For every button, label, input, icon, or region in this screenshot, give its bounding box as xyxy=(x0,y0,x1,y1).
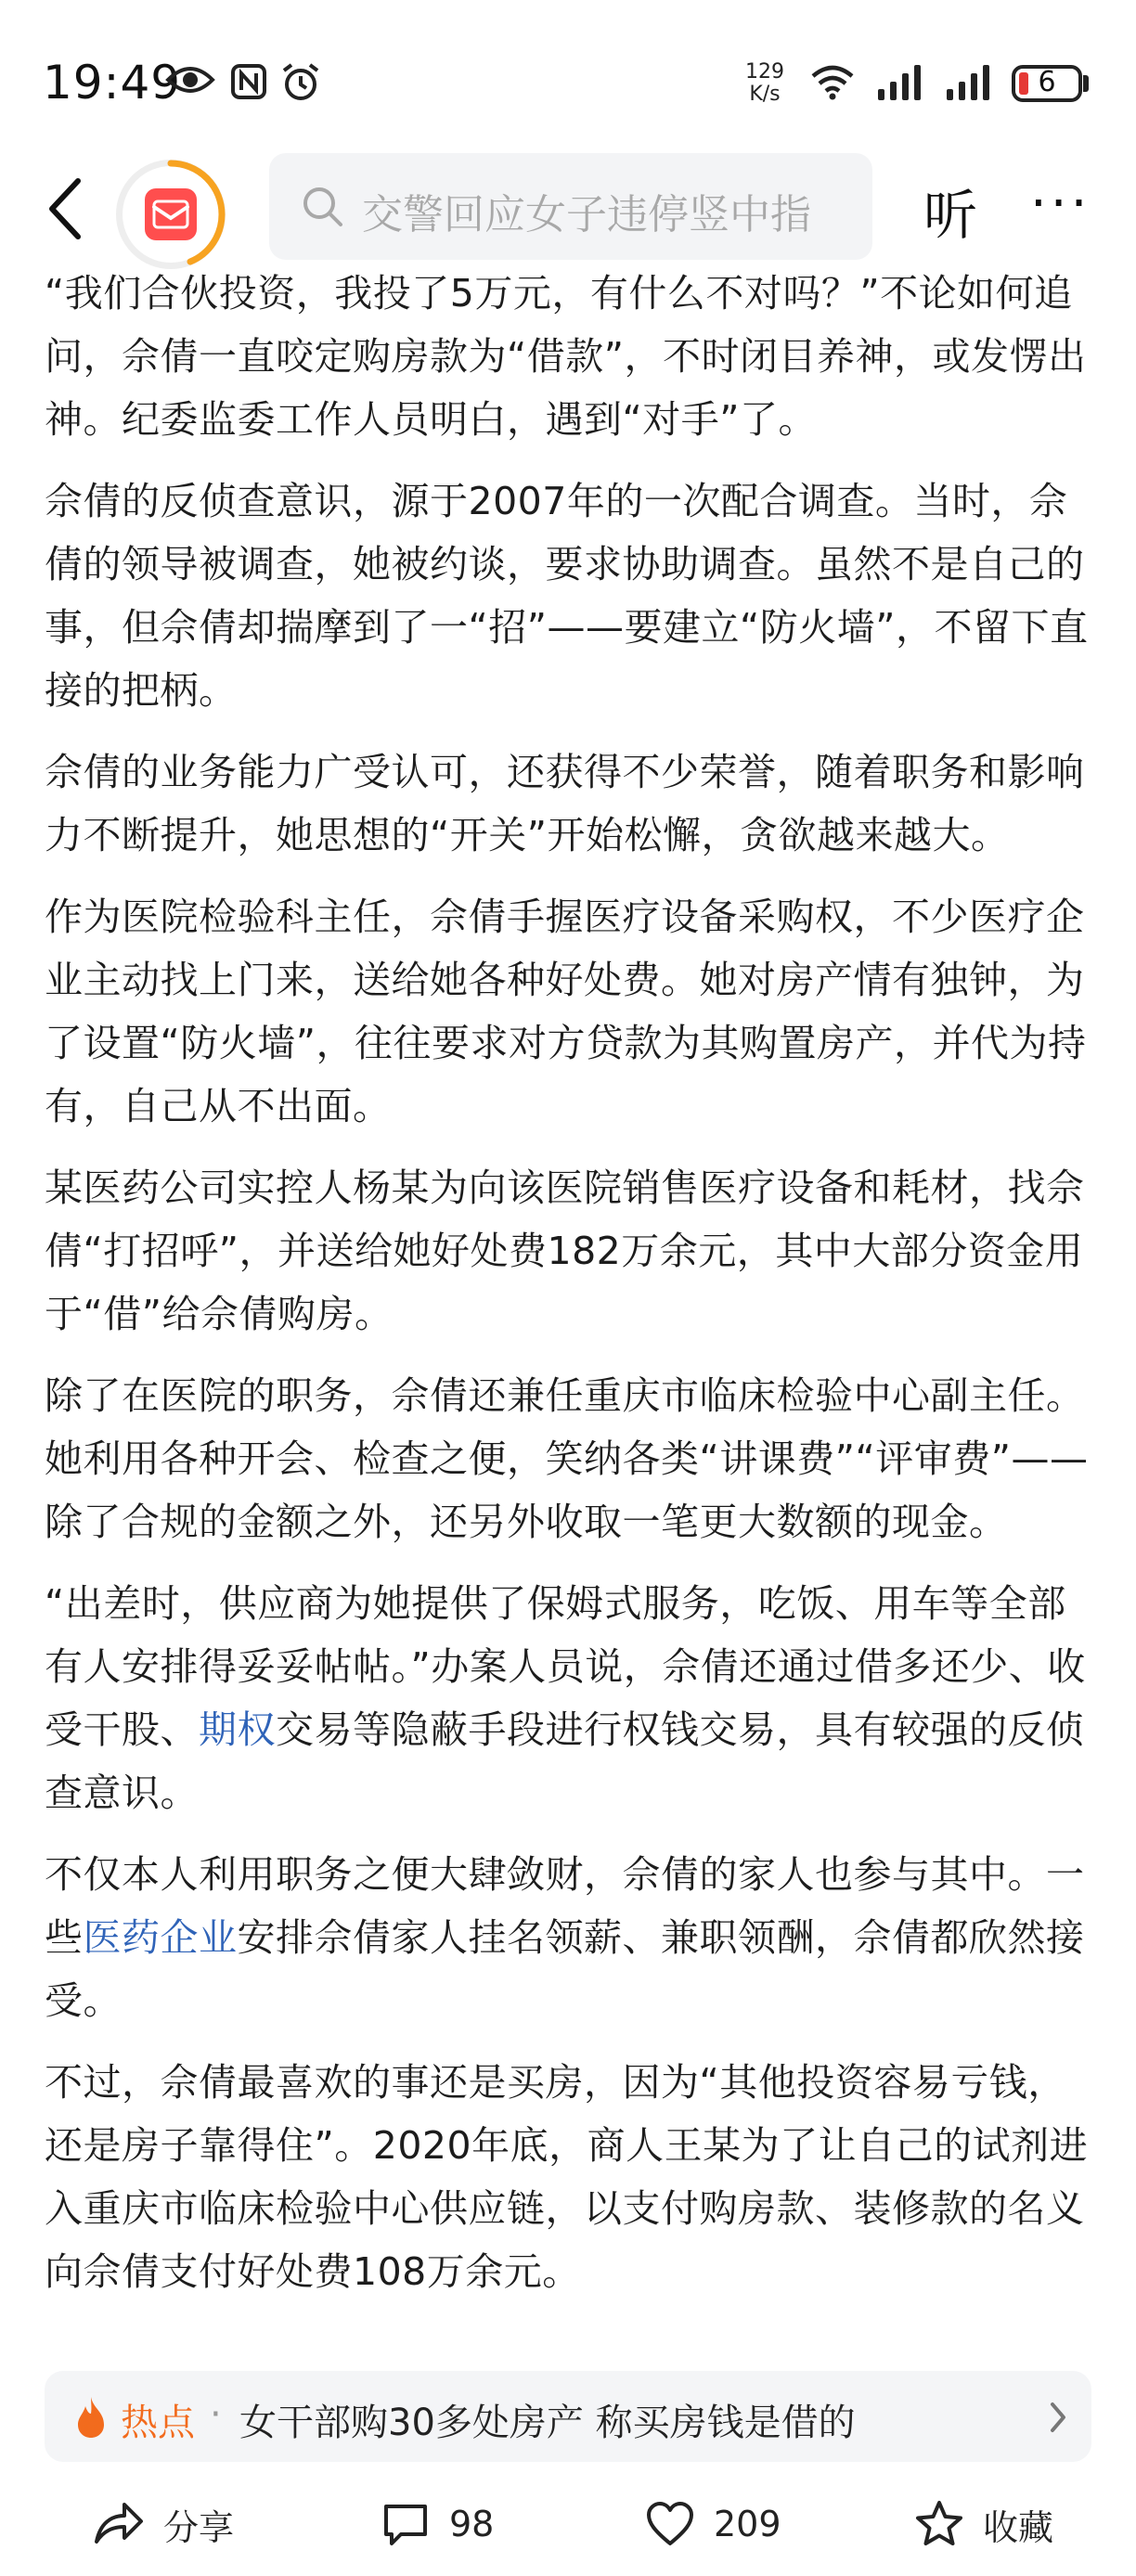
logo-mark xyxy=(145,188,197,240)
chevron-left-icon xyxy=(37,167,93,251)
article-paragraph: 作为医院检验科主任，佘倩手握医疗设备采购权，不少医疗企业主动找上门来，送给她各种好处费。她对房产情有独钟，为了设置“防火墙”，往往要求对方贷款为其购置房产，并代为持有，自己从不出面。 xyxy=(45,895,1087,1128)
paragraph-text: 安排佘倩家人挂名领薪、兼职领酬，佘倩都欣然接受。 xyxy=(45,1915,1085,2023)
battery-cap xyxy=(1083,75,1089,92)
battery-icon xyxy=(1012,65,1082,102)
listen-button[interactable]: 听 xyxy=(923,184,978,247)
pharma-company-link[interactable]: 医药企业 xyxy=(83,1915,238,1960)
status-time: 19:49 xyxy=(43,56,182,109)
hot-topic-banner[interactable] xyxy=(45,2371,1091,2462)
article-paragraph: “我们合伙投资，我投了5万元，有什么不对吗？”不论如何追问，佘倩一直咬定购房款为“借款”，不时闭目养神，或发愣出神。纪委监委工作人员明白，遇到“对手”了。 xyxy=(45,271,1087,442)
paragraph-text: 不仅本人利用职务之便大肆敛财，佘倩的家人也参与其中。一些 xyxy=(45,1852,1085,1960)
chevron-right-icon xyxy=(1047,2399,1069,2436)
share-label: 分享 xyxy=(163,2506,235,2548)
article-paragraph: 不过，佘倩最喜欢的事还是买房，因为“其他投资容易亏钱，还是房子靠得住”。2020年底，商人王某为了让自己的试剂进入重庆市临床检验中心供应链，以支付购房款、装修款的名义向佘倩支付好处费108万余元。 xyxy=(45,2060,1089,2294)
alarm-icon xyxy=(280,63,321,102)
battery-percent: 6 xyxy=(1038,66,1056,98)
article-paragraph xyxy=(45,1572,1099,1824)
article-paragraph: 某医药公司实控人杨某为向该医院销售医疗设备和耗材，找佘倩“打招呼”，并送给她好处费182万余元，其中大部分资金用于“借”给佘倩购房。 xyxy=(45,1166,1085,1336)
hot-label: 热点 xyxy=(121,2402,195,2444)
network-speed-unit: K/s xyxy=(749,83,781,106)
eye-icon xyxy=(165,63,215,97)
hot-topic-title: 女干部购30多处房产 称买房钱是借的 xyxy=(239,2402,856,2444)
paragraph-text: 交易等隐蔽手段进行权钱交易，具有较强的反侦查意识。 xyxy=(45,1707,1085,1815)
article-paragraph: 佘倩的业务能力广受认可，还获得不少荣誉，随着职务和影响力不断提升，她思想的“开关”开始松懈，贪欲越来越大。 xyxy=(45,750,1085,857)
nfc-icon xyxy=(230,63,267,100)
comment-count: 98 xyxy=(449,2504,495,2544)
more-options-button[interactable]: ··· xyxy=(1030,174,1091,234)
hot-separator: · xyxy=(210,2393,222,2436)
status-bar xyxy=(0,0,1136,162)
heart-icon xyxy=(645,2501,695,2547)
back-button[interactable] xyxy=(37,167,93,251)
flame-icon xyxy=(72,2395,110,2440)
options-link[interactable]: 期权 xyxy=(199,1707,276,1752)
like-count: 209 xyxy=(714,2504,781,2544)
article-paragraph: 佘倩的反侦查意识，源于2007年的一次配合调查。当时，佘倩的领导被调查，她被约谈，要求协助调查。虽然不是自己的事，但佘倩却揣摩到了一“招”——要建立“防火墙”，不留下直接的把柄。 xyxy=(45,479,1089,713)
search-placeholder: 交警回应女子违停竖中指 xyxy=(362,191,811,238)
article-body xyxy=(45,262,1099,2359)
logo-envelope-icon xyxy=(145,188,197,240)
signal-strength-icon xyxy=(876,63,926,100)
article-paragraph xyxy=(45,1843,1099,2032)
app-logo[interactable] xyxy=(116,160,226,269)
search-icon xyxy=(301,185,345,229)
network-speed-value: 129 xyxy=(745,60,784,84)
network-speed xyxy=(745,61,784,106)
wifi-icon xyxy=(809,63,856,100)
paragraph-text: “出差时，供应商为她提供了保姆式服务，吃饭、用车等全部有人安排得妥妥帖帖。”办案人员说，佘倩还通过借多还少、收受干股、 xyxy=(45,1581,1086,1752)
bottom-action-bar xyxy=(0,2478,1136,2576)
like-button[interactable] xyxy=(645,2496,781,2552)
share-icon xyxy=(93,2501,145,2547)
comment-icon xyxy=(381,2501,431,2547)
favorite-button[interactable] xyxy=(914,2496,1053,2552)
article-paragraph: 除了在医院的职务，佘倩还兼任重庆市临床检验中心副主任。她利用各种开会、检查之便，笑纳各类“讲课费”“评审费”——除了合规的金额之外，还另外收取一笔更大数额的现金。 xyxy=(45,1373,1089,1544)
comment-button[interactable] xyxy=(381,2496,494,2552)
signal-strength-icon-2 xyxy=(945,63,995,100)
share-button[interactable] xyxy=(93,2496,234,2552)
faded-text-continuation xyxy=(45,2322,1099,2359)
favorite-label: 收藏 xyxy=(983,2506,1054,2548)
search-input[interactable] xyxy=(269,153,872,260)
star-icon xyxy=(914,2500,964,2548)
